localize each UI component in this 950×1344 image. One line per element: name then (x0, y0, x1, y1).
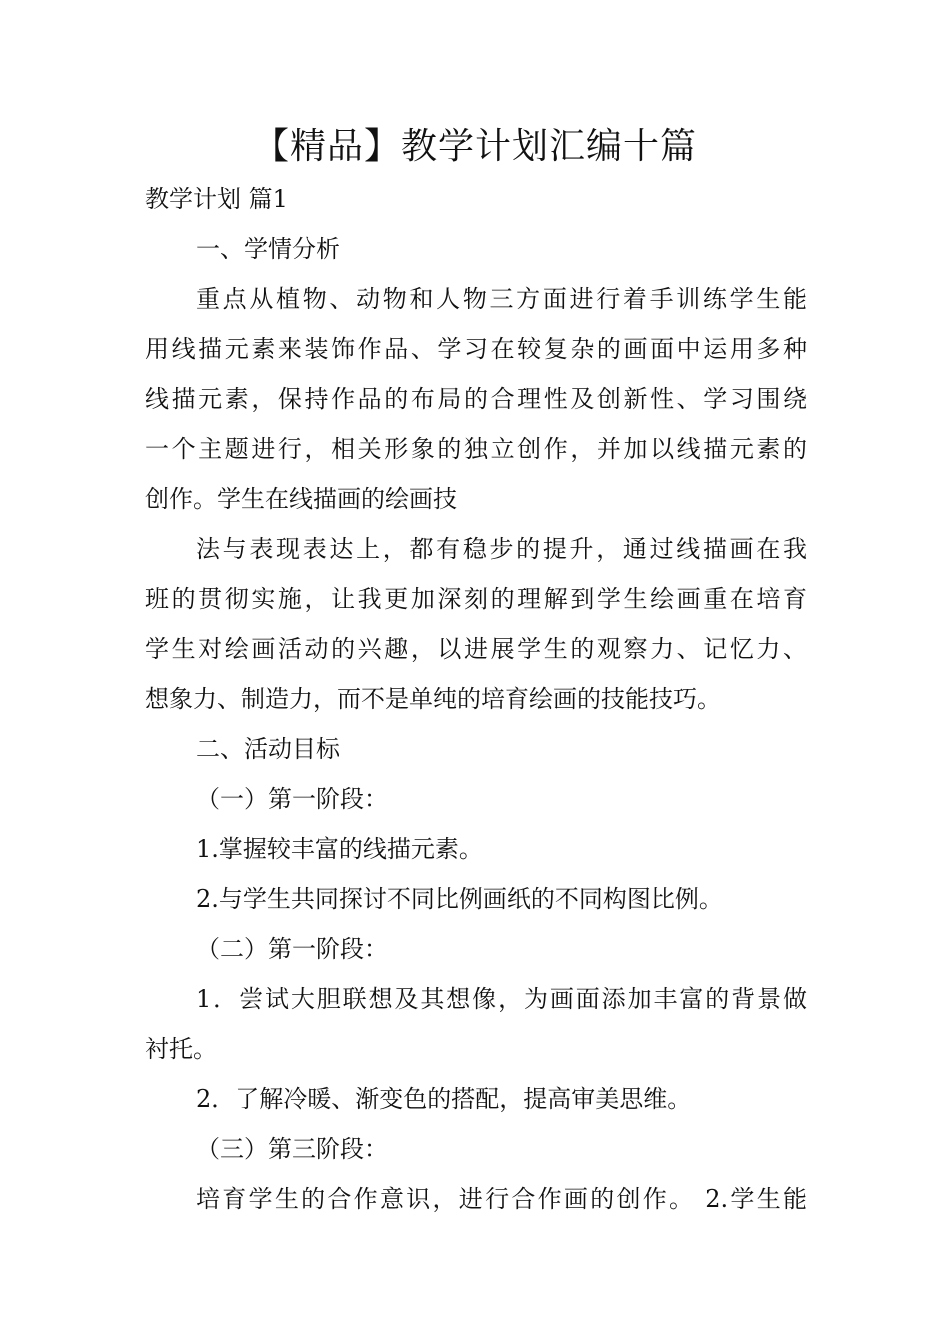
paragraph-line (145, 382, 807, 416)
heading-learning-analysis: 一、学情分析 (196, 235, 340, 263)
stage-heading: （二）第一阶段： (196, 935, 388, 963)
section-heading: 教学计划 篇1 (145, 185, 288, 213)
stage-heading: （三）第三阶段： (196, 1135, 388, 1163)
paragraph-line (196, 282, 807, 316)
heading-activity-goals: 二、活动目标 (196, 735, 340, 763)
list-item-text: 1．尝试大胆联想及其想像，为画面添加丰富的背景做 (196, 985, 807, 1013)
paragraph-line-text: 培育学生的合作意识，进行合作画的创作。 2.学生能 (196, 1185, 807, 1213)
paragraph-line (145, 432, 807, 466)
list-item: 2．了解冷暖、渐变色的搭配，提高审美思维。 (196, 1085, 692, 1113)
list-item (196, 982, 807, 1016)
paragraph-line-text: 重点从植物、动物和人物三方面进行着手训练学生能 (196, 285, 807, 313)
list-item: 2.与学生共同探讨不同比例画纸的不同构图比例。 (196, 885, 723, 913)
paragraph-line-text: 学生对绘画活动的兴趣，以进展学生的观察力、记忆力、 (145, 635, 807, 663)
paragraph-line (196, 1182, 807, 1216)
paragraph-line-text: 线描元素，保持作品的布局的合理性及创新性、学习围绕 (145, 385, 807, 413)
paragraph-line-text: 一个主题进行，相关形象的独立创作，并加以线描元素的 (145, 435, 807, 463)
paragraph-line (145, 582, 807, 616)
paragraph-line-text: 法与表现表达上，都有稳步的提升，通过线描画在我 (196, 535, 807, 563)
paragraph-line: 想象力、制造力，而不是单纯的培育绘画的技能技巧。 (145, 685, 721, 713)
list-item: 1.掌握较丰富的线描元素。 (196, 835, 483, 863)
paragraph-line-text: 班的贯彻实施，让我更加深刻的理解到学生绘画重在培育 (145, 585, 807, 613)
paragraph-line (145, 332, 807, 366)
paragraph-line (145, 632, 807, 666)
document-title: 【精品】教学计划汇编十篇 (252, 126, 697, 167)
list-item-continuation: 衬托。 (145, 1035, 217, 1063)
stage-heading: （一）第一阶段： (196, 785, 388, 813)
paragraph-line (196, 532, 807, 566)
paragraph-line-text: 用线描元素来装饰作品、学习在较复杂的画面中运用多种 (145, 335, 807, 363)
paragraph-line: 创作。学生在线描画的绘画技 (145, 485, 457, 513)
